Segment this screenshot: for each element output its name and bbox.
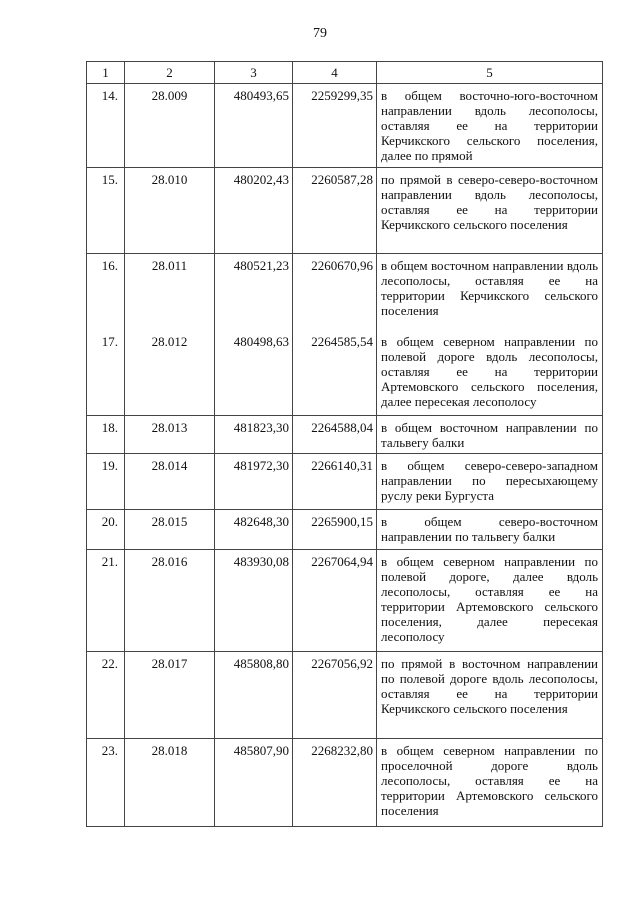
coord-y: 2260587,28 [293, 168, 377, 254]
coord-y: 2259299,35 [293, 84, 377, 168]
coord-x: 485807,90 [215, 739, 293, 827]
row-number: 21. [87, 550, 125, 652]
coord-y: 2266140,31 [293, 454, 377, 510]
point-id: 28.018 [125, 739, 215, 827]
header-col-5: 5 [377, 62, 603, 84]
coord-y: 2264588,04 [293, 416, 377, 454]
point-id: 28.009 [125, 84, 215, 168]
table-row [87, 739, 603, 827]
row-number: 14. [87, 84, 125, 168]
coord-x: 480498,63 [215, 330, 293, 416]
table-body [87, 84, 603, 827]
header-col-4: 4 [293, 62, 377, 84]
point-id: 28.017 [125, 652, 215, 739]
coord-x: 485808,80 [215, 652, 293, 739]
coord-x: 480202,43 [215, 168, 293, 254]
header-col-1: 1 [87, 62, 125, 84]
coord-x: 482648,30 [215, 510, 293, 550]
table-row [87, 652, 603, 739]
point-id: 28.012 [125, 330, 215, 416]
coord-y: 2267064,94 [293, 550, 377, 652]
coord-x: 481972,30 [215, 454, 293, 510]
description: в общем северном направлении по полевой дороге вдоль лесополосы, оставляя ее на территории Артемовского сельского поселения, далее пересекая лесополосу [377, 330, 603, 416]
table-row [87, 550, 603, 652]
point-id: 28.010 [125, 168, 215, 254]
description: в общем северо-северо-западном направлении по пересыхающему руслу реки Бургуста [377, 454, 603, 510]
row-number: 20. [87, 510, 125, 550]
table-row [87, 454, 603, 510]
description: в общем восточном направлении по тальвегу балки [377, 416, 603, 454]
table-row [87, 330, 603, 416]
description: по прямой в северо-северо-восточном направлении вдоль лесополосы, оставляя ее на территории Керчикского сельского поселения [377, 168, 603, 254]
description: по прямой в восточном направлении по полевой дороге вдоль лесополосы, оставляя ее на территории Керчикского сельского поселения [377, 652, 603, 739]
description: в общем восточно-юго-восточном направлении вдоль лесополосы, оставляя ее на территории Керчикского сельского поселения, далее по прямой [377, 84, 603, 168]
table-row [87, 416, 603, 454]
description: в общем северном направлении по полевой дороге, далее вдоль лесополосы, оставляя ее на территории Артемовского сельского поселения, далее пересекая лесополосу [377, 550, 603, 652]
header-col-3: 3 [215, 62, 293, 84]
table-row [87, 84, 603, 168]
row-number: 18. [87, 416, 125, 454]
row-number: 15. [87, 168, 125, 254]
point-id: 28.015 [125, 510, 215, 550]
description: в общем северо-восточном направлении по тальвегу балки [377, 510, 603, 550]
point-id: 28.016 [125, 550, 215, 652]
coord-y: 2268232,80 [293, 739, 377, 827]
table-row [87, 254, 603, 330]
table-row [87, 510, 603, 550]
point-id: 28.011 [125, 254, 215, 330]
coord-x: 481823,30 [215, 416, 293, 454]
coord-x: 480493,65 [215, 84, 293, 168]
table-header [87, 62, 603, 84]
header-row [87, 62, 603, 84]
row-number: 23. [87, 739, 125, 827]
coord-y: 2265900,15 [293, 510, 377, 550]
description: в общем восточном направлении вдоль лесополосы, оставляя ее на территории Керчикского сельского поселения [377, 254, 603, 330]
point-id: 28.013 [125, 416, 215, 454]
table-row [87, 168, 603, 254]
header-col-2: 2 [125, 62, 215, 84]
point-id: 28.014 [125, 454, 215, 510]
page-number: 79 [313, 26, 327, 41]
coord-y: 2267056,92 [293, 652, 377, 739]
coord-y: 2264585,54 [293, 330, 377, 416]
coord-x: 483930,08 [215, 550, 293, 652]
row-number: 17. [87, 330, 125, 416]
row-number: 22. [87, 652, 125, 739]
row-number: 16. [87, 254, 125, 330]
boundary-points-table [86, 61, 603, 827]
coord-x: 480521,23 [215, 254, 293, 330]
coord-y: 2260670,96 [293, 254, 377, 330]
description: в общем северном направлении по проселочной дороге вдоль лесополосы, оставляя ее на территории Артемовского сельского поселения [377, 739, 603, 827]
row-number: 19. [87, 454, 125, 510]
